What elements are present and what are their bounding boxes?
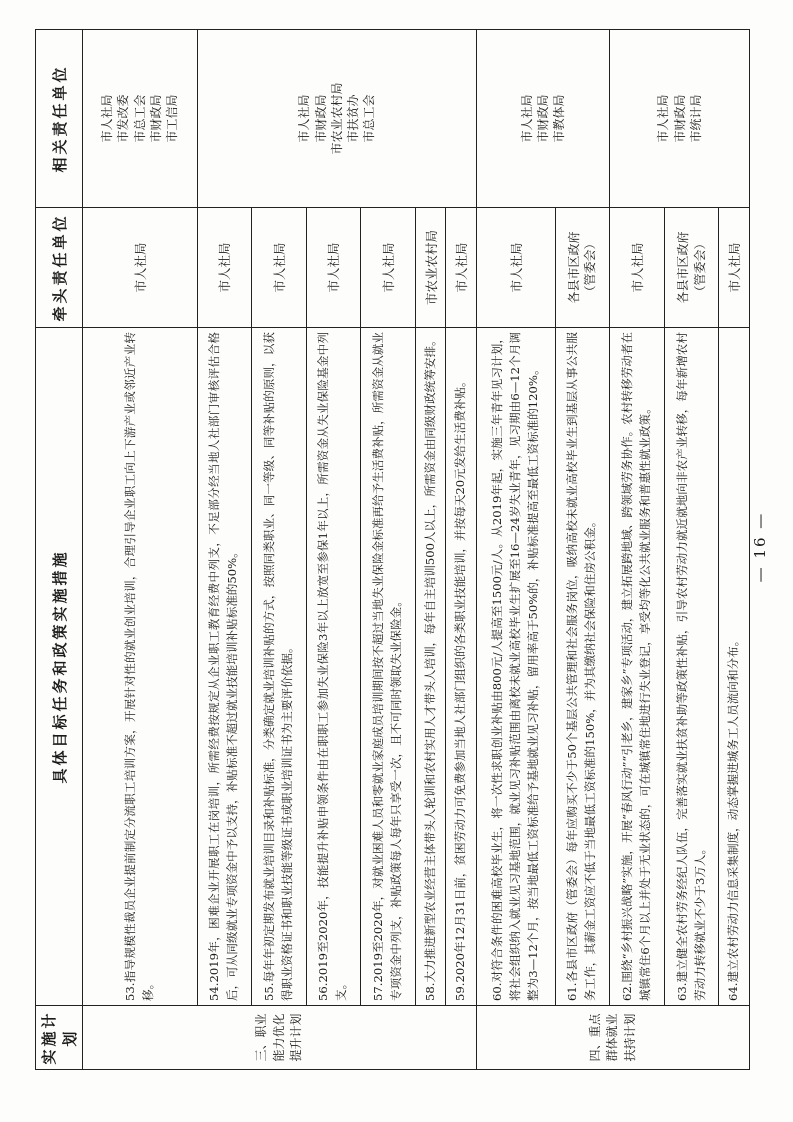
related-cell: 市人社局 市财政局 市农业农村局 市扶贫办 市总工会 bbox=[197, 30, 477, 208]
header-row bbox=[36, 30, 83, 1070]
related-cell: 市人社局 市财政局 市教体局 bbox=[477, 30, 610, 208]
measure-cell: 53.指导规模性裁员企业提前制定分流职工培训方案，开展针对性的就业创业培训，合理引导企业职工向上下游产业或邻近产业转移。 bbox=[83, 328, 198, 1006]
lead-cell: 市人社局 bbox=[446, 208, 477, 328]
lead-cell: 市人社局 bbox=[252, 208, 307, 328]
measure-cell: 56.2019至2020年，技能提升补贴申领条件由在职职工参加失业保险3年以上放宽至参保1年以上，所需资金从失业保险基金中列支。 bbox=[306, 328, 361, 1006]
measure-cell: 59.2020年12月31日前，贫困劳动力可免费参加当地人社部门组织的各类职业技能培训，并按每天20元发给生活费补贴。 bbox=[446, 328, 477, 1006]
lead-cell: 各县市区政府 （管委会） bbox=[555, 208, 610, 328]
policy-table bbox=[35, 29, 750, 1070]
measure-cell: 60.对符合条件的困难高校毕业生，将一次性求职创业补贴由800元/人提高至1500元/人。从2019年起，实施三年青年见习计划，将社会组织纳入就业见习基地范围，就业见习补贴范围由离校未就业高校毕业生扩展至16—24岁失业青年，见习期由6—12个月调整为3—12个月，按当地最低工资标准给予基地就业见习补贴，留用率高于50%的，补贴标准提高至最低工资标准的120%。 bbox=[477, 328, 556, 1006]
header-lead: 牵头责任单位 bbox=[36, 208, 83, 328]
lead-cell: 各县市区政府 （管委会） bbox=[664, 208, 719, 328]
lead-cell: 市人社局 bbox=[610, 208, 665, 328]
measure-cell: 55.每年年初定期发布就业培训目录和补贴标准，分类确定就业培训补贴的方式，按照同类职业、同一等级、同等补贴的原则，以获得职业资格证书和职业技能等级证书或职业培训证书为主要评价依据。 bbox=[252, 328, 307, 1006]
lead-cell: 市人社局 bbox=[361, 208, 416, 328]
table-row bbox=[610, 30, 665, 1070]
section-plan: 三、职业能力优化提升计划 bbox=[83, 1006, 477, 1070]
measure-cell: 63.建立健全农村劳务经纪人队伍，完善落实就业扶贫补助等政策性补贴，引导农村劳动力就近就地向非农产业转移，每年新增农村劳动力转移就业不少于3万人。 bbox=[664, 328, 719, 1006]
lead-cell: 市人社局 bbox=[719, 208, 750, 328]
related-cell: 市人社局 市财政局 市统计局 bbox=[610, 30, 750, 208]
header-measures: 具体目标任务和政策实施措施 bbox=[36, 328, 83, 1006]
measure-cell: 57.2019至2020年，对就业困难人员和零就业家庭成员培训期间按不超过当地失业保险金标准再给予生活费补贴，所需资金从就业专项资金中列支，补贴政策每人每年只享受一次，且不可同时领取失业保险金。 bbox=[361, 328, 416, 1006]
lead-cell: 市人社局 bbox=[477, 208, 556, 328]
measure-cell: 64.建立农村劳动力信息采集制度，动态掌握进城务工人员流向和分布。 bbox=[719, 328, 750, 1006]
measure-cell: 62.围绕“乡村振兴战略”实施，开展“春风行动”“引老乡，建家乡”专项活动，建立拓展跨地域、跨领域劳务协作。农村转移劳动者在城镇常住6个月以上并处于无业状态的，可在城镇常住地进行失业登记，享受均等化公共就业服务和普惠性就业政策。 bbox=[610, 328, 665, 1006]
related-cell: 市人社局 市发改委 市总工会 市财政局 市工信局 bbox=[83, 30, 198, 208]
rotated-page bbox=[35, 30, 750, 1070]
lead-cell: 市人社局 bbox=[83, 208, 198, 328]
table-row bbox=[83, 30, 198, 1070]
section-plan: 四、重点群体就业扶持计划 bbox=[477, 1006, 750, 1070]
lead-cell: 市农业农村局 bbox=[415, 208, 446, 328]
page-number: — 16 — bbox=[751, 511, 769, 583]
measure-cell: 61.各县市区政府（管委会）每年应购买不少于50个基层公共管理和社会服务岗位，吸纳高校未就业高校毕业生到基层从事公共服务工作，其薪金工资应不低于当地最低工资标准的150%，并为其缴纳社会保险和住房公积金。 bbox=[555, 328, 610, 1006]
lead-cell: 市人社局 bbox=[306, 208, 361, 328]
lead-cell: 市人社局 bbox=[197, 208, 252, 328]
measure-cell: 54.2019年，困难企业开展职工在岗培训，所需经费按规定从企业职工教育经费中列支，不足部分经当地人社部门审核评估合格后，可从同级就业专项资金中予以支持，补贴标准不超过就业技能培训补贴标准的50%。 bbox=[197, 328, 252, 1006]
header-related: 相关责任单位 bbox=[36, 30, 83, 208]
header-plan: 实施计划 bbox=[36, 1006, 83, 1070]
measure-cell: 58.大力推进新型农业经营主体带头人轮训和农村实用人才带头人培训，每年自主培训500人以上，所需资金由同级财政统筹安排。 bbox=[415, 328, 446, 1006]
table-row bbox=[197, 30, 252, 1070]
table-row bbox=[477, 30, 556, 1070]
